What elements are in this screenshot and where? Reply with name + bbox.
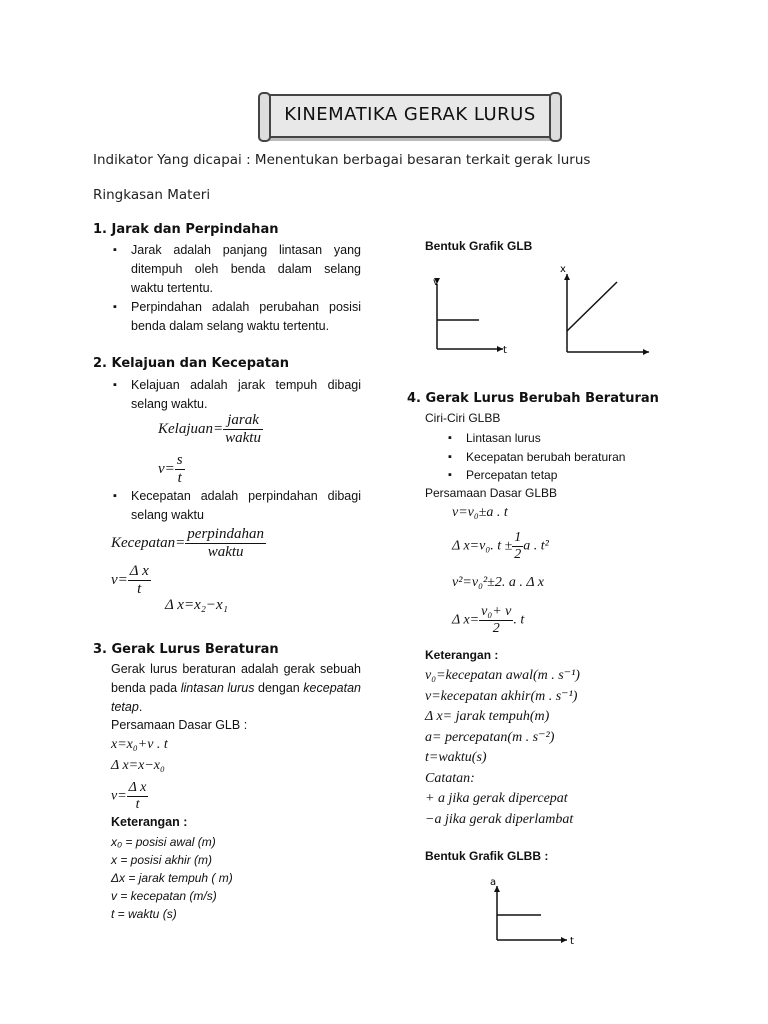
summary-label: Ringkasan Materi [93,187,211,203]
note-line: v = kecepatan (m/s) [111,889,217,903]
x-arrow [561,937,567,943]
note-line: + a jika gerak dipercepat [425,791,568,806]
equation-v-dx-t [111,563,151,598]
y-axis-label: v [433,277,439,288]
note-line: t=waktu(s) [425,750,487,765]
numerator: s [176,452,183,468]
position-line [567,282,617,331]
note-line: v=kecepatan akhir(m . s⁻¹) [425,688,578,704]
list-item: ▪ Perpindahan adalah perubahan posisi benda dalam selang waktu tertentu. [113,298,361,336]
y-axis-label: a [490,877,497,888]
glb-graph-vt [433,277,507,356]
note-line: a= percepatan(m . s⁻²) [425,729,555,745]
y-axis-label: x [560,264,566,275]
numerator: Δ x [128,780,147,795]
eq-lhs: v= [158,460,175,477]
numerator: v₀+ v [481,604,512,619]
numerator: perpindahan [187,526,264,542]
note-line: t = waktu (s) [111,907,177,921]
denominator: 2 [492,621,500,636]
glb-graph-xt [560,264,649,355]
denominator: 2 [514,547,522,562]
eq-part: . t [513,612,525,628]
section1-heading: 1. Jarak dan Perpindahan [93,222,279,237]
note-line: −a jika gerak diperlambat [425,811,574,827]
definition-text: dengan [258,681,300,695]
note-line: Δx = jarak tempuh ( m) [111,871,233,885]
fraction [128,563,151,598]
page-title: KINEMATIKA GERAK LURUS [284,104,536,125]
section3-definition [111,660,361,717]
fraction [479,604,513,637]
list-item: ▪ Kelajuan adalah jarak tempuh dibagi selang waktu. [113,376,361,414]
note-line: v₀=kecepatan awal(m . s⁻¹) [425,668,580,683]
glbb-notes-label: Keterangan : [425,648,499,662]
numerator: Δ x [129,563,149,579]
list-item: ▪ Percepatan tetap [448,466,625,485]
section4-heading: 4. Gerak Lurus Berubah Beraturan [407,391,659,406]
eq-lhs: Kecepatan= [111,534,186,551]
denominator: waktu [207,544,244,560]
glb-graphs [425,262,665,362]
glb-eq2: Δ x=x−x₀ [111,758,165,773]
section2-heading: 2. Kelajuan dan Kecepatan [93,356,290,371]
glbb-eq3: v²=v₀²±2. a . Δ x [452,575,544,590]
x-axis-label: t [503,345,507,356]
definition-italic: kecepatan tetap [111,681,361,714]
eq-lhs: Kelajuan= [158,420,224,437]
denominator: t [137,581,142,597]
denominator: waktu [225,430,261,446]
definition-end: . [138,700,143,714]
glbb-eq4 [452,604,524,637]
glb-eq1: x=x₀+v . t [111,737,168,752]
list-item: ▪ Kecepatan berubah beraturan [448,448,625,467]
eq-lhs: v= [111,571,128,588]
note-line: Δ x= jarak tempuh(m) [425,709,550,724]
glb-equation-label: Persamaan Dasar GLB : [111,718,248,732]
eq-part: a . t² [523,538,549,554]
fraction [185,526,266,561]
glbb-equation-label: Persamaan Dasar GLBB [425,486,558,500]
equation-kelajuan [158,412,263,447]
equation-v-s-t [158,452,185,487]
glbb-eq1: v=v₀±a . t [452,505,508,520]
denominator: t [135,797,140,812]
section1-list [113,241,361,336]
definition-italic: lintasan lurus [180,681,255,695]
note-line: x₀ = posisi awal (m) [111,835,216,849]
glbb-features-list [448,429,625,485]
title-banner [262,94,558,138]
eq-lhs: Δ x= [452,612,480,628]
fraction [175,452,185,487]
note-line: x = posisi akhir (m) [111,853,213,867]
glb-eq3 [111,780,148,813]
denominator: t [177,470,182,486]
fraction [127,780,149,813]
indicator-text: Indikator Yang dicapai : Menentukan berbagai besaran terkait gerak lurus [93,152,591,168]
x-arrow [643,349,649,355]
glbb-features-label: Ciri-Ciri GLBB [425,411,501,425]
list-item: ▪ Lintasan lurus [448,429,625,448]
eq-lhs: v= [111,788,127,804]
equation-kecepatan [111,526,266,561]
numerator: jarak [223,412,263,430]
equation-dx: Δ x=x₂−x₁ [165,597,228,613]
fraction [223,412,263,447]
fraction [512,530,523,563]
glb-notes [111,833,233,923]
list-item: ▪ Kecepatan adalah perpindahan dibagi selang waktu [113,487,361,525]
section2-list-a [113,376,361,414]
section2-list-b [113,487,361,525]
definition-text: Gerak lurus beraturan adalah gerak sebuah benda pada [111,662,361,695]
list-item: ▪ Jarak adalah panjang lintasan yang ditempuh oleh benda dalam selang waktu tertentu. [113,241,361,298]
section3-heading: 3. Gerak Lurus Beraturan [93,642,279,657]
eq-part: Δ x=v₀. t ± [452,538,513,554]
glbb-graph-label: Bentuk Grafik GLBB : [425,849,549,863]
glbb-eq2 [452,530,549,563]
glb-notes-label: Keterangan : [111,815,188,829]
x-axis-label: t [570,936,574,947]
glbb-notes [425,666,580,830]
numerator: 1 [514,530,522,545]
glb-graph-label: Bentuk Grafik GLB [425,239,533,253]
glbb-graph [485,872,585,952]
note-line: Catatan: [425,770,475,786]
